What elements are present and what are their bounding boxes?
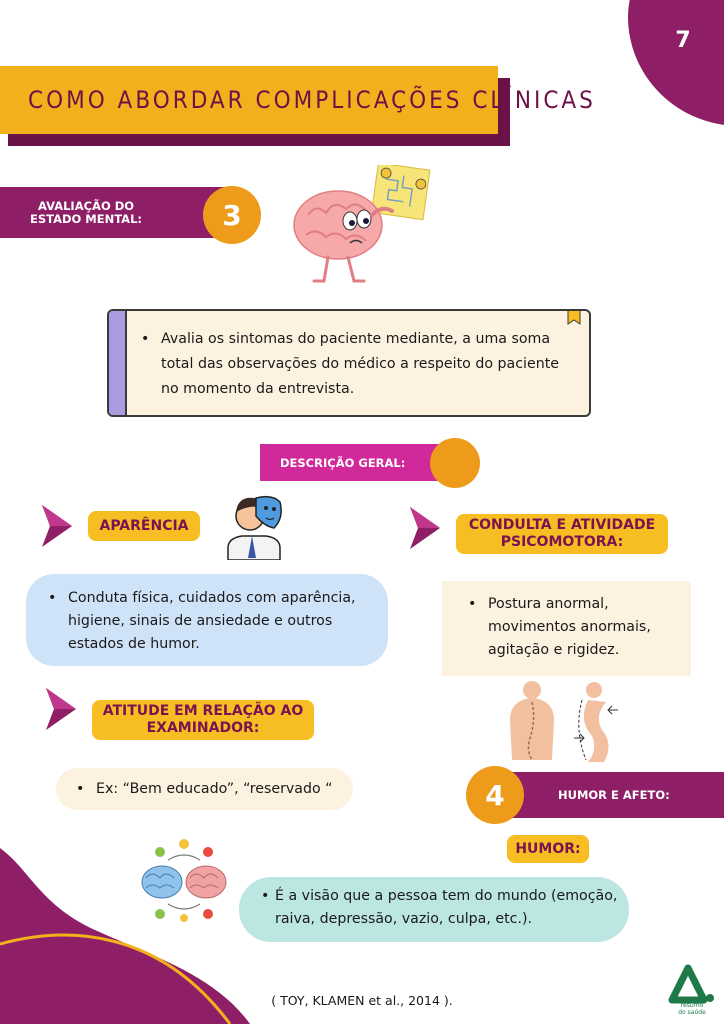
descricao-geral-label: DESCRIÇÃO GERAL: [260, 444, 456, 481]
arrow-right-icon [40, 505, 74, 547]
aparencia-text-box [26, 574, 388, 666]
brain-illustration [288, 165, 433, 290]
corner-decoration-top-right [628, 0, 724, 126]
page-title: COMO ABORDAR COMPLICAÇÕES CLÍNICAS [28, 86, 596, 114]
card-side-stripe [109, 311, 127, 415]
humor-text-box [239, 877, 629, 942]
aparencia-label: APARÊNCIA [88, 511, 200, 541]
aparencia-text: Conduta física, cuidados com aparência, higiene, sinais de ansiedade e outros estados de humor. [68, 590, 356, 652]
section-3-label-line2: ESTADO MENTAL: [29, 211, 143, 226]
page-number: 7 [675, 28, 691, 53]
conduta-label-line1: CONDULTA E ATIVIDADE [468, 517, 656, 533]
atitude-text-box [56, 768, 353, 810]
definition-text-block [141, 327, 577, 402]
brains-mood-illustration [138, 838, 230, 922]
conduta-text-block [468, 593, 678, 662]
posture-illustration [502, 680, 632, 764]
atitude-label [92, 700, 314, 740]
decorative-circle [430, 438, 480, 488]
conduta-text: Postura anormal, movimentos anormais, agitação e rigidez. [488, 596, 651, 658]
aparencia-text-block [48, 587, 386, 656]
conduta-label-line2: PSICOMOTORA: [500, 534, 624, 550]
definition-card [107, 309, 591, 417]
bullet-dot: • [261, 888, 270, 904]
section-3-label-line1: AVALIAÇÃO DO [37, 198, 135, 213]
arrow-right-icon [408, 507, 442, 549]
section-3-label [0, 187, 232, 238]
bookmark-icon [567, 309, 581, 325]
bullet-dot: • [141, 331, 150, 347]
definition-text: Avalia os sintomas do paciente mediante, a uma soma total das observações do médico a respeito do paciente no momento da entrevista. [161, 331, 559, 397]
logo-caption [664, 1002, 720, 1016]
atitude-text-block [76, 778, 352, 801]
section-4-number: 4 [466, 766, 524, 824]
logo-text-line2: do saúde [678, 1009, 706, 1016]
humor-text: É a visão que a pessoa tem do mundo (emoção, raiva, depressão, vazio, culpa, etc.). [275, 888, 618, 927]
bullet-dot: • [468, 596, 477, 612]
atitude-label-line1: ATITUDE EM RELAÇÃO AO [102, 703, 304, 719]
atitude-text: Ex: “Bem educado”, “reservado “ [96, 781, 333, 797]
title-banner [0, 66, 596, 134]
bullet-dot: • [48, 590, 57, 606]
conduta-label [456, 514, 668, 554]
logo-text-line1: resumo [680, 1002, 704, 1009]
bullet-dot: • [76, 781, 85, 797]
arrow-right-icon [44, 688, 78, 730]
section-3-number: 3 [203, 186, 261, 244]
humor-text-block [261, 885, 625, 931]
humor-label: HUMOR: [507, 835, 589, 863]
atitude-label-line2: EXAMINADOR: [146, 720, 260, 736]
conduta-text-box [442, 581, 691, 676]
section-4-label: HUMOR E AFETO: [496, 772, 724, 818]
person-mask-icon [222, 492, 286, 560]
citation: ( TOY, KLAMEN et al., 2014 ). [271, 993, 453, 1008]
